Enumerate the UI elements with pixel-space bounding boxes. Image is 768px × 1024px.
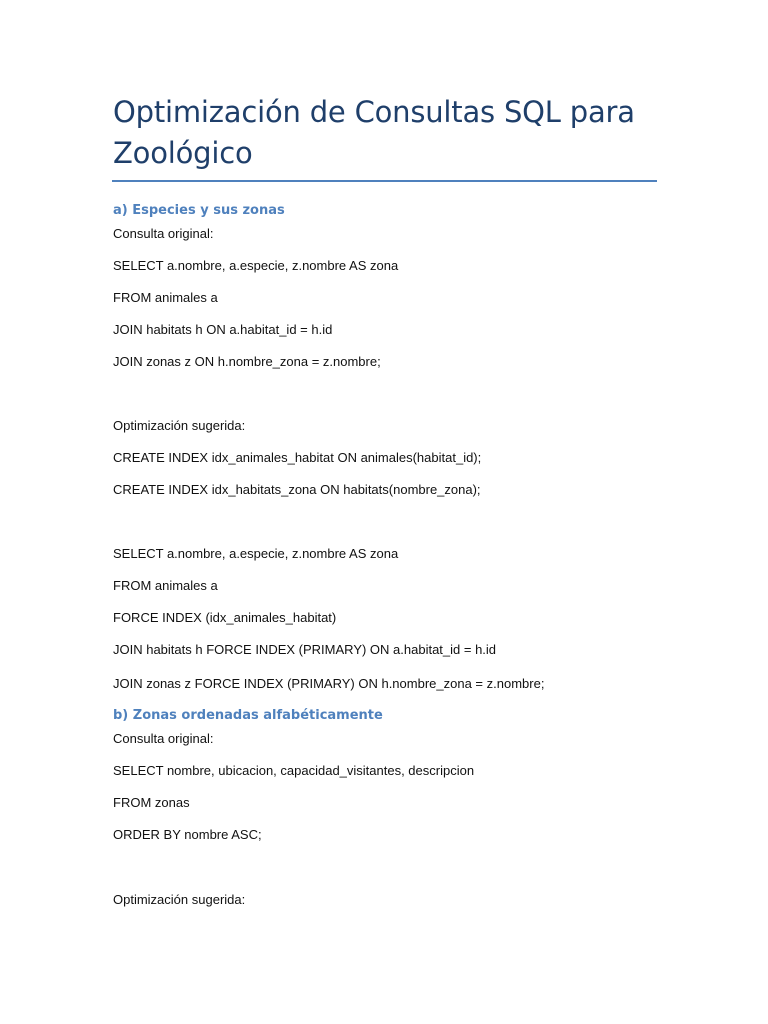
- section-a-optimized-line: JOIN habitats h FORCE INDEX (PRIMARY) ON a.habitat_id = h.id: [113, 642, 497, 657]
- section-b-optimized-label: Optimización sugerida:: [113, 892, 246, 907]
- section-a-index-line: CREATE INDEX idx_animales_habitat ON animales(habitat_id);: [113, 450, 482, 465]
- section-a-optimized-line: FORCE INDEX (idx_animales_habitat): [113, 610, 337, 625]
- section-a-optimized-label: Optimización sugerida:: [113, 418, 246, 433]
- title-underline-rule: [112, 180, 657, 182]
- document-title: Optimización de Consultas SQL para Zoológico: [113, 95, 635, 170]
- section-a-original-label: Consulta original:: [113, 226, 214, 241]
- section-a-original-line: JOIN habitats h ON a.habitat_id = h.id: [113, 322, 333, 337]
- section-a-original-line: FROM animales a: [113, 290, 218, 305]
- section-b-original-line: SELECT nombre, ubicacion, capacidad_visitantes, descripcion: [113, 763, 475, 778]
- section-b-original-label: Consulta original:: [113, 731, 214, 746]
- section-b-original-line: ORDER BY nombre ASC;: [113, 827, 262, 842]
- section-a-original-line: SELECT a.nombre, a.especie, z.nombre AS zona: [113, 258, 399, 273]
- section-b-original-line: FROM zonas: [113, 795, 190, 810]
- section-b-heading: b) Zonas ordenadas alfabéticamente: [113, 708, 383, 723]
- section-a-heading: a) Especies y sus zonas: [113, 203, 285, 218]
- section-a-optimized-line: SELECT a.nombre, a.especie, z.nombre AS zona: [113, 546, 399, 561]
- section-a-index-line: CREATE INDEX idx_habitats_zona ON habitats(nombre_zona);: [113, 482, 481, 497]
- section-a-optimized-line: FROM animales a: [113, 578, 218, 593]
- section-a-optimized-line: JOIN zonas z FORCE INDEX (PRIMARY) ON h.nombre_zona = z.nombre;: [113, 676, 545, 691]
- section-a-original-line: JOIN zonas z ON h.nombre_zona = z.nombre;: [113, 354, 381, 369]
